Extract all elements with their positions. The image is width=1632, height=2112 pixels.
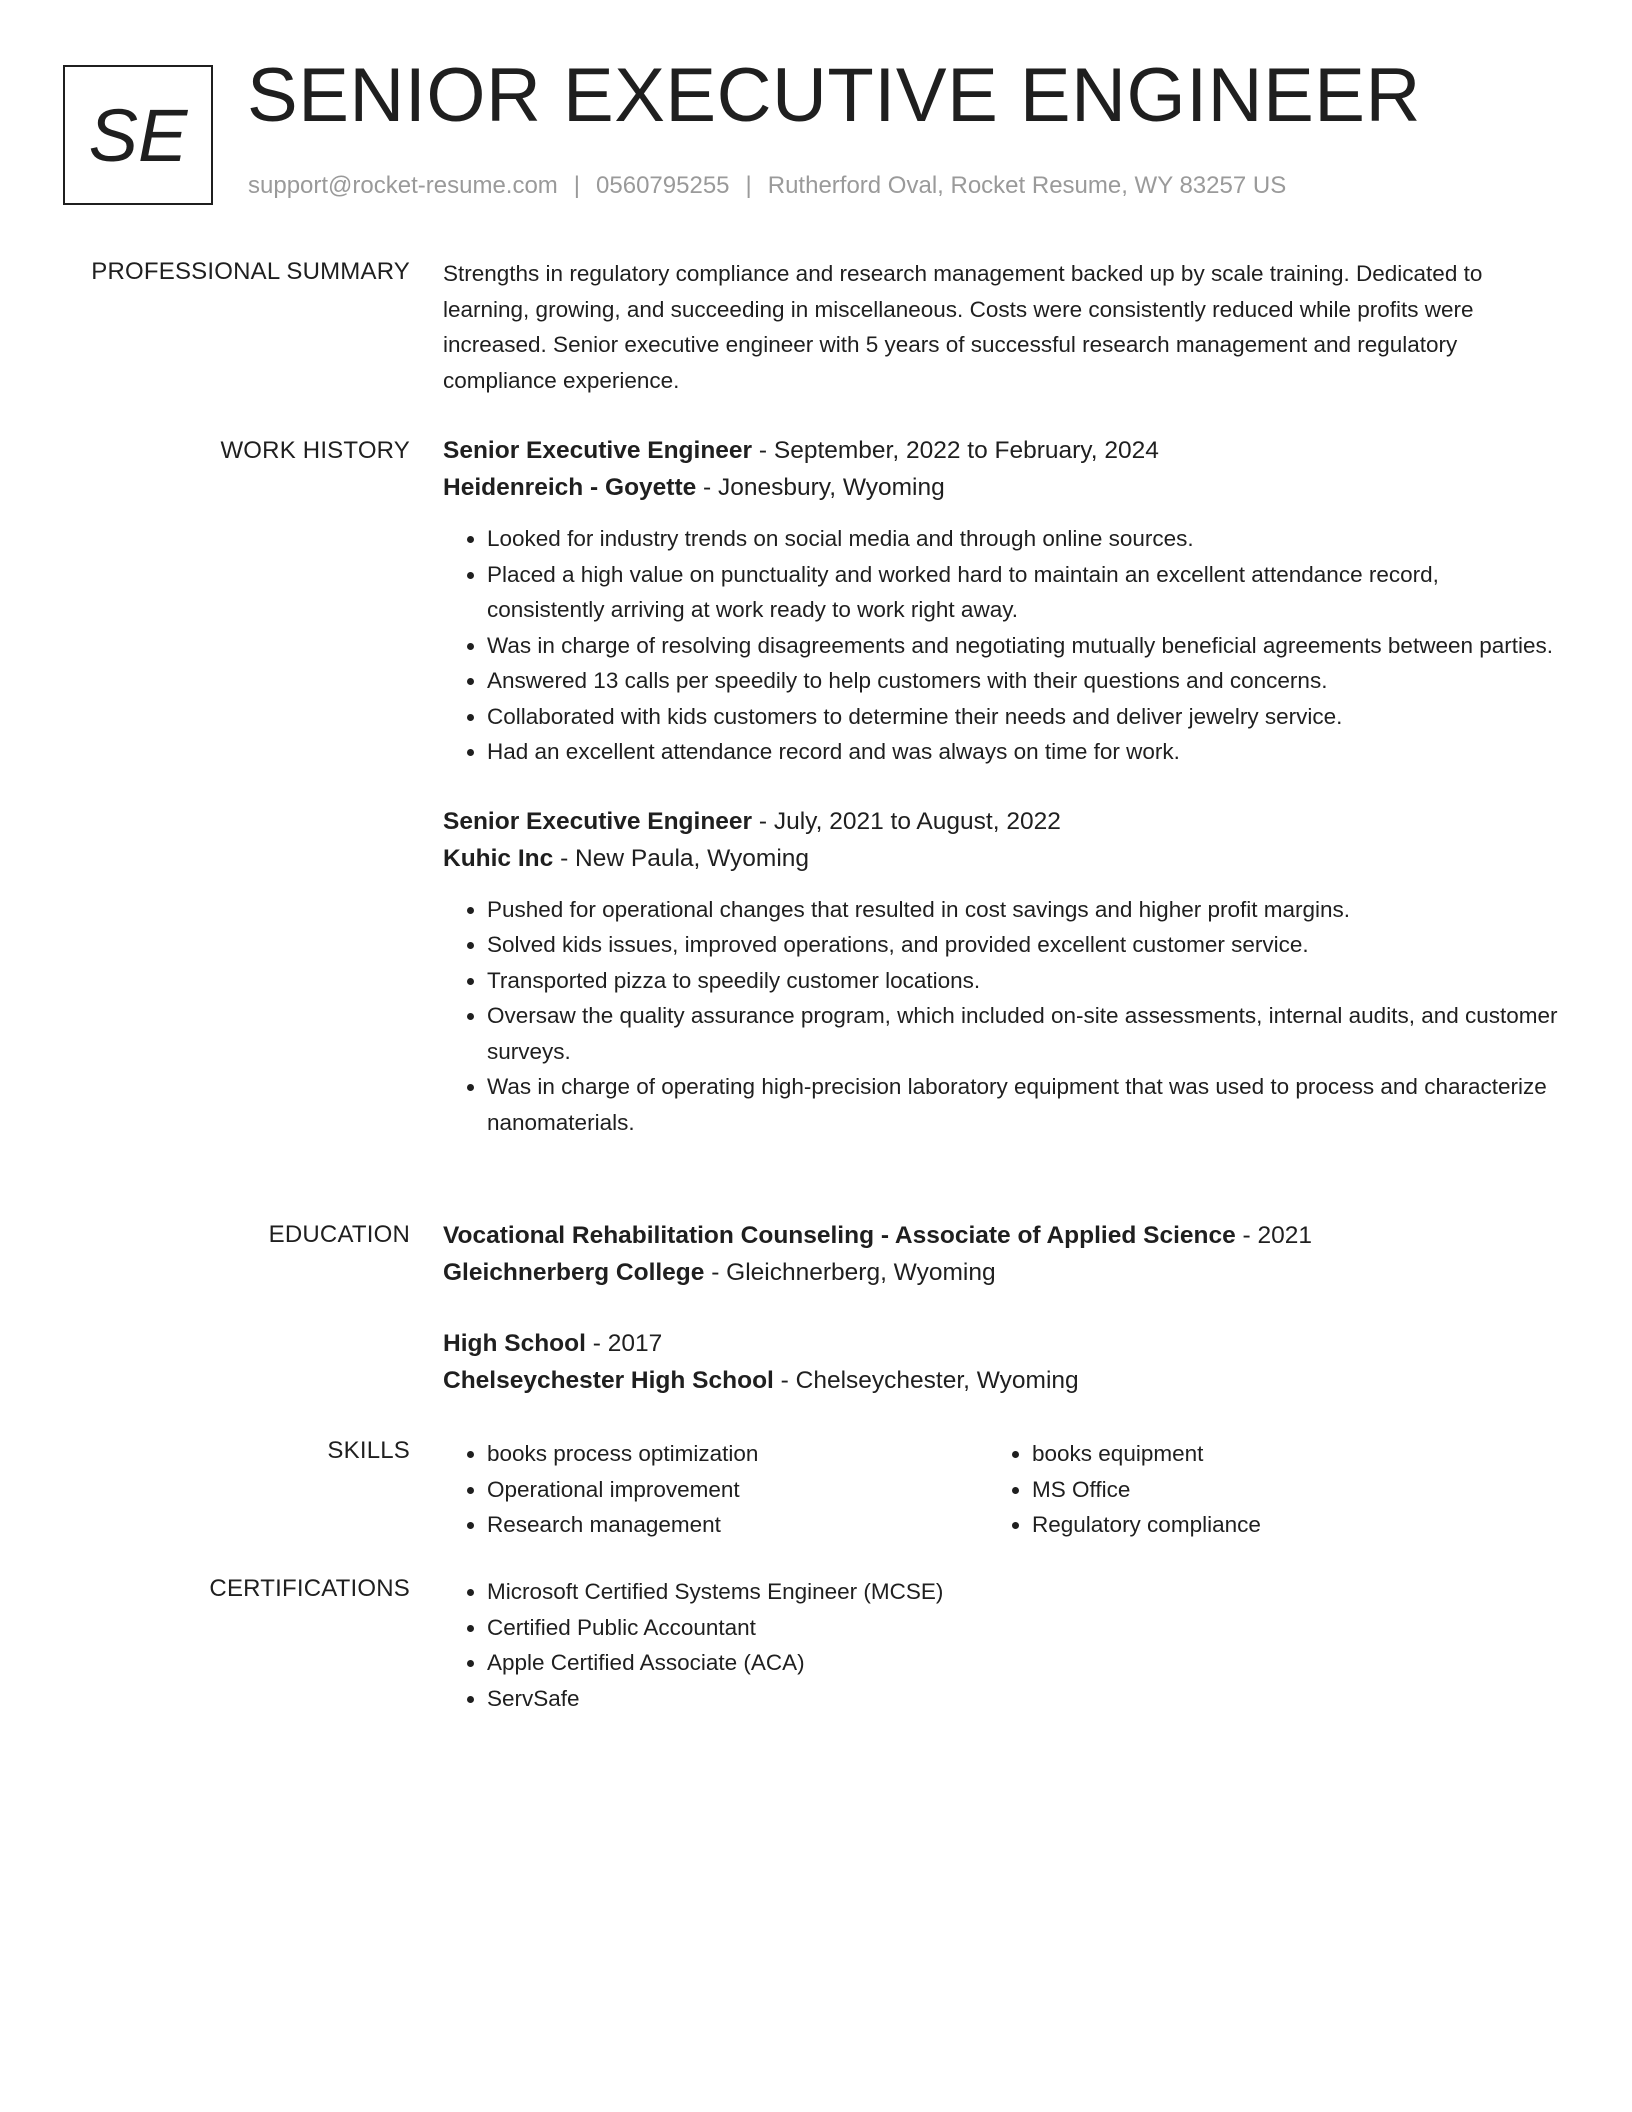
contact-separator: | [745,172,752,199]
list-item: • Oversaw the quality assurance program, which included on-site assessments, internal audits, and customer surveys. [487,998,1558,1069]
job-company: Heidenreich - Goyette [443,474,697,501]
skill-item: • Operational improvement [487,1472,963,1508]
certification-item: • ServSafe [487,1681,1558,1717]
section-label-summary: PROFESSIONAL SUMMARY [91,258,410,285]
skill-item: • books equipment [1032,1436,1508,1472]
job-dates: - September, 2022 to February, 2024 [752,437,1159,464]
education-degree-line [443,1217,1558,1254]
list-item: • Had an excellent attendance record and was always on time for work. [487,734,1558,770]
section-label-education: EDUCATION [268,1221,410,1248]
skills-column-left [443,1436,963,1543]
education-year: - 2017 [585,1330,663,1357]
page-title: SENIOR EXECUTIVE ENGINEER [247,53,1421,138]
job-title: Senior Executive Engineer [443,807,753,835]
job-title-line [443,432,1558,469]
certification-item: • Certified Public Accountant [487,1610,1558,1646]
education-entry [443,1325,1558,1399]
certification-item: • Microsoft Certified Systems Engineer (MCSE) [487,1574,1558,1610]
job-entry [443,432,1558,770]
job-location: - New Paula, Wyoming [553,844,810,872]
job-dates: - July, 2021 to August, 2022 [752,807,1061,835]
list-item: • Answered 13 calls per speedily to help customers with their questions and concerns. [487,663,1558,699]
education-location: - Gleichnerberg, Wyoming [704,1259,996,1286]
job-entry [443,803,1558,1141]
certification-list [443,1574,1558,1716]
education-degree: Vocational Rehabilitation Counseling - Associate of Applied Science [443,1222,1236,1249]
education-school: Gleichnerberg College [443,1259,705,1286]
job-location: - Jonesbury, Wyoming [696,474,945,501]
section-label-certifications: CERTIFICATIONS [209,1575,410,1602]
certification-item: • Apple Certified Associate (ACA) [487,1645,1558,1681]
skill-item: • MS Office [1032,1472,1508,1508]
list-item: • Placed a high value on punctuality and worked hard to maintain an excellent attendance record, consistently arriving at work ready to work right away. [487,557,1558,628]
list-item: • Was in charge of operating high-precision laboratory equipment that was used to process and characterize nanomaterials. [487,1069,1558,1140]
skill-item: • Regulatory compliance [1032,1507,1508,1543]
education-school-line [443,1362,1558,1399]
job-bullets [443,521,1558,770]
education-degree: High School [443,1330,586,1357]
job-company: Kuhic Inc [443,844,554,872]
section-label-work-history: WORK HISTORY [220,437,410,464]
list-item: • Transported pizza to speedily customer locations. [487,963,1558,999]
summary-text: Strengths in regulatory compliance and research management backed up by scale training. Dedicated to learning, growing, and succeeding in miscellaneous. Costs were consistently reduced while profits were increased. Senior executive engineer with 5 years of successful research management and regulatory compliance experience. [443,261,1483,393]
section-label-skills: SKILLS [327,1437,410,1464]
list-item: • Pushed for operational changes that resulted in cost savings and higher profit margins. [487,892,1558,928]
contact-phone[interactable]: 0560795255 [596,172,730,199]
monogram-initials: SE [88,93,188,177]
education-location: - Chelseychester, Wyoming [773,1367,1079,1394]
list-item: • Was in charge of resolving disagreements and negotiating mutually beneficial agreements between parties. [487,628,1558,664]
contact-address: Rutherford Oval, Rocket Resume, WY 83257 US [767,172,1287,199]
education-year: - 2021 [1235,1222,1313,1249]
education-school: Chelseychester High School [443,1367,774,1394]
list-item: • Solved kids issues, improved operations, and provided excellent customer service. [487,927,1558,963]
skill-item: • Research management [487,1507,963,1543]
job-company-line [443,840,1558,877]
skills-column-right [988,1436,1508,1543]
contact-email[interactable]: support@rocket-resume.com [248,172,558,199]
education-entry [443,1217,1558,1291]
list-item: • Collaborated with kids customers to determine their needs and deliver jewelry service. [487,699,1558,735]
monogram-badge [63,65,213,205]
contact-line [248,172,1286,200]
job-title-line [443,803,1558,840]
contact-separator: | [573,172,581,199]
education-school-line [443,1254,1558,1291]
job-title: Senior Executive Engineer [443,437,753,464]
skill-item: • books process optimization [487,1436,963,1472]
education-degree-line [443,1325,1558,1362]
job-bullets [443,892,1558,1141]
list-item: • Looked for industry trends on social media and through online sources. [487,521,1558,557]
job-company-line [443,469,1558,506]
